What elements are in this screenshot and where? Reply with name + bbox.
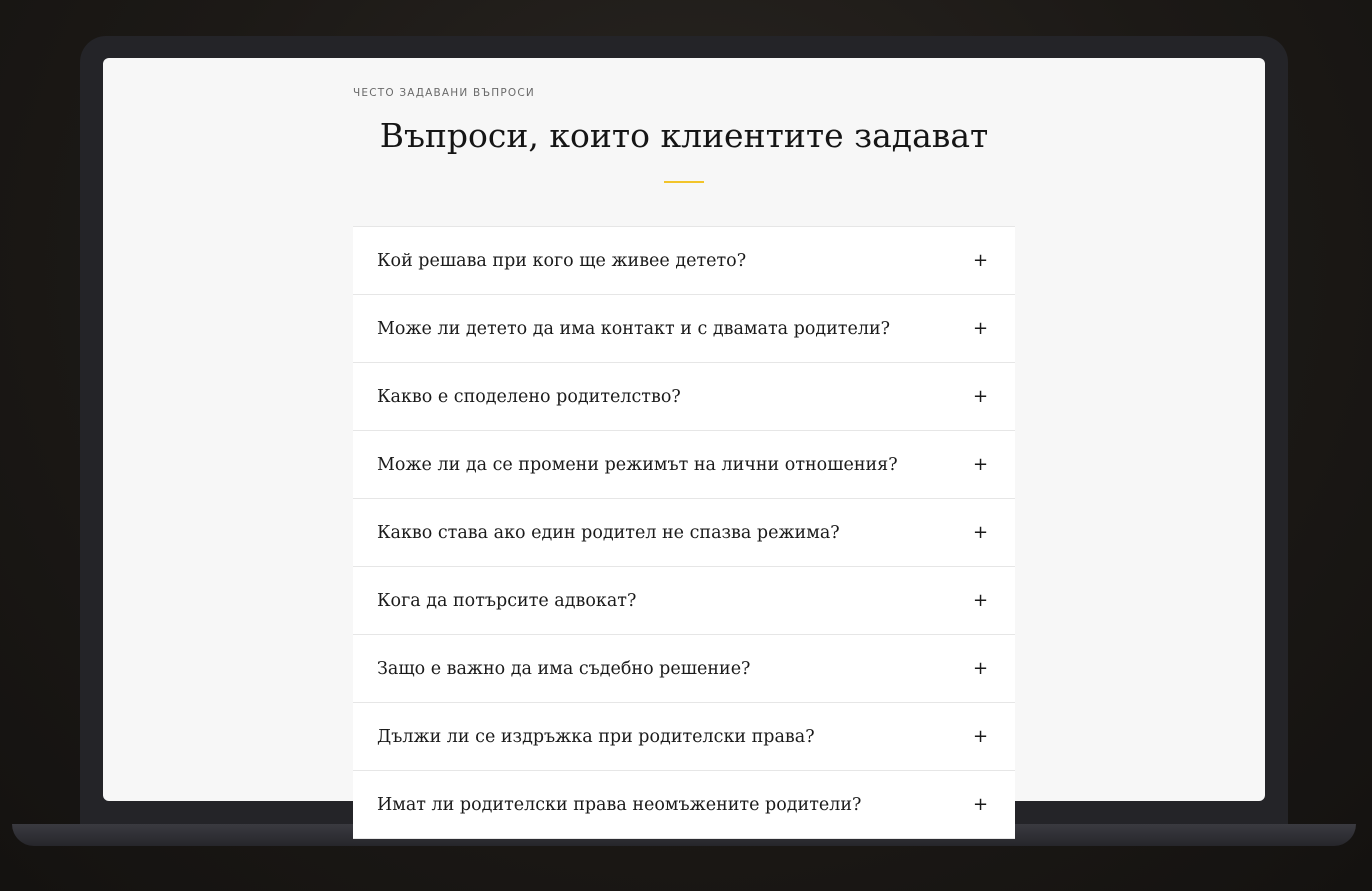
- faq-item[interactable]: [353, 567, 1015, 635]
- plus-icon[interactable]: +: [973, 590, 989, 611]
- faq-item[interactable]: [353, 703, 1015, 771]
- faq-item[interactable]: [353, 363, 1015, 431]
- faq-item[interactable]: [353, 499, 1015, 567]
- title-divider: [664, 181, 704, 183]
- faq-question: Какво става ако един родител не спазва режима?: [377, 522, 840, 543]
- faq-item[interactable]: [353, 635, 1015, 703]
- browser-viewport: [103, 58, 1265, 815]
- faq-question: Защо е важно да има съдебно решение?: [377, 658, 751, 679]
- faq-question: Кога да потърсите адвокат?: [377, 590, 637, 611]
- plus-icon[interactable]: +: [973, 318, 989, 339]
- plus-icon[interactable]: +: [973, 658, 989, 679]
- plus-icon[interactable]: +: [973, 794, 989, 815]
- faq-item[interactable]: [353, 431, 1015, 499]
- section-title: Въпроси, които клиентите задават: [379, 116, 989, 155]
- faq-list: [353, 226, 1015, 839]
- plus-icon[interactable]: +: [973, 522, 989, 543]
- plus-icon[interactable]: +: [973, 454, 989, 475]
- section-eyebrow: ЧЕСТО ЗАДАВАНИ ВЪПРОСИ: [353, 87, 535, 99]
- faq-question: Може ли да се промени режимът на лични отношения?: [377, 454, 898, 475]
- faq-question: Може ли детето да има контакт и с двамата родители?: [377, 318, 890, 339]
- plus-icon[interactable]: +: [973, 250, 989, 271]
- faq-item[interactable]: [353, 227, 1015, 295]
- faq-question: Имат ли родителски права неомъжените родители?: [377, 794, 862, 815]
- plus-icon[interactable]: +: [973, 386, 989, 407]
- faq-item[interactable]: [353, 771, 1015, 839]
- faq-question: Кой решава при кого ще живее детето?: [377, 250, 747, 271]
- plus-icon[interactable]: +: [973, 726, 989, 747]
- faq-item[interactable]: [353, 295, 1015, 363]
- faq-question: Дължи ли се издръжка при родителски права?: [377, 726, 815, 747]
- faq-question: Какво е споделено родителство?: [377, 386, 681, 407]
